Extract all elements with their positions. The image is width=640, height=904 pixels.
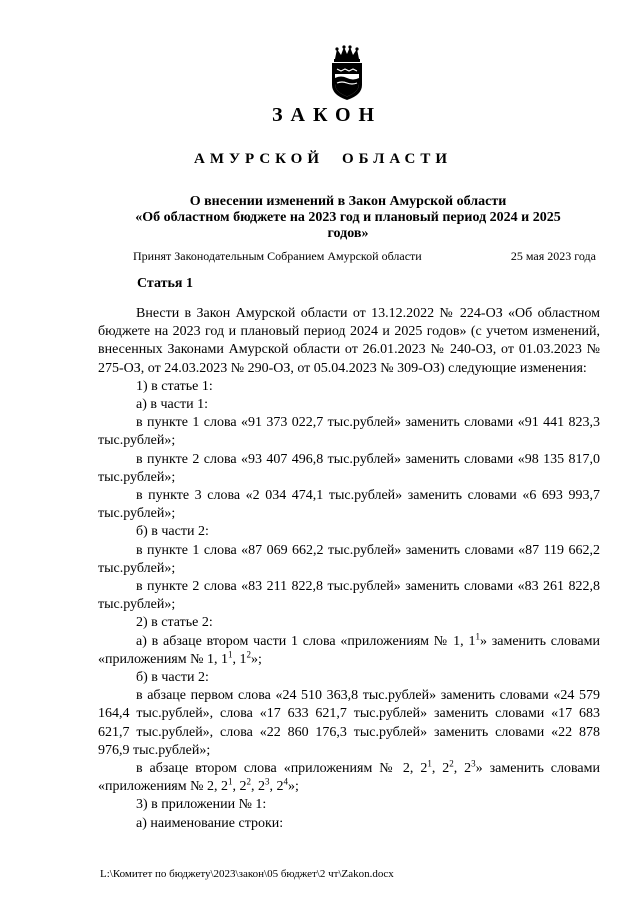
item-1b-point-1: в пункте 1 слова «87 069 662,2 тыс.рублей» заменить словами «87 119 662,2 тыс.рублей»; [98, 542, 600, 576]
heading-line-2: «Об областном бюджете на 2023 год и плановый период 2024 и 2025 [135, 210, 561, 225]
subtitle-word-1: АМУРСКОЙ [194, 151, 325, 167]
coat-of-arms-icon [327, 45, 367, 101]
item-1a-point-2: в пункте 2 слова «93 407 496,8 тыс.рублей» заменить словами «98 135 817,0 тыс.рублей»; [98, 451, 600, 485]
article-title: Статья 1 [137, 276, 193, 291]
subtitle-word-2: ОБЛАСТИ [342, 151, 452, 167]
heading-line-3: годов» [327, 226, 369, 241]
document-title: ЗАКОН [271, 104, 383, 126]
law-heading [100, 194, 596, 242]
item-1b: б) в части 2: [136, 524, 209, 540]
item-1b-point-2: в пункте 2 слова «83 211 822,8 тыс.рублей» заменить словами «83 261 822,8 тыс.рублей»; [98, 579, 600, 613]
item-1a: а) в части 1: [136, 397, 208, 413]
article-body [98, 305, 600, 833]
item-2: 2) в статье 2: [136, 615, 213, 631]
item-2b-paragraph-2: в абзаце втором слова «приложениям № 2, $2^1$, $2^2$, $2^3$» заменить словами «приложениям № 2, $2^1$, $2^2$, $2^3$, $2^4$»; [98, 758, 601, 795]
footer-file-path: L:\Комитет по бюджету\2023\закон\05 бюджет\2 чт\Zakon.docx [100, 868, 394, 880]
item-1: 1) в статье 1: [136, 378, 213, 394]
adoption-line [133, 249, 596, 264]
document-subtitle [0, 151, 640, 168]
item-1a-point-3: в пункте 3 слова «2 034 474,1 тыс.рублей» заменить словами «6 693 993,7 тыс.рублей»; [98, 488, 600, 522]
item-2a: а) в абзаце втором части 1 слова «приложениям № 1, $1^1$» заменить словами «приложениям № 1, $1^1$, $1^2$»; [98, 631, 600, 667]
item-2b-paragraph-1: в абзаце первом слова «24 510 363,8 тыс.рублей» заменить словами «24 579 164,4 тыс.рублей», слова «17 633 621,7 тыс.рублей» заменить словами «17 683 621,7 тыс.рублей», слова «22 860 176,3 тыс.рублей» заменить словами «22 878 976,9 тыс.рублей»; [98, 688, 600, 758]
adopted-by: Принят Законодательным Собранием Амурской области [133, 249, 422, 263]
item-1a-point-1: в пункте 1 слова «91 373 022,7 тыс.рублей» заменить словами «91 441 823,3 тыс.рублей»; [98, 415, 600, 449]
item-3a: а) наименование строки: [136, 815, 284, 831]
heading-line-1: О внесении изменений в Закон Амурской области [189, 194, 507, 209]
item-2b: б) в части 2: [136, 670, 209, 686]
item-3: 3) в приложении № 1: [136, 797, 267, 813]
intro-paragraph: Внести в Закон Амурской области от 13.12.2022 № 224-ОЗ «Об областном бюджете на 2023 год и плановый период 2024 и 2025 годов» (с учетом изменений, внесенных Законами Амурской области от 26.01.2023 № 240-ОЗ, от 01.03.2023 № 275-ОЗ, от 24.03.2023 № 290-ОЗ, от 05.04.2023 № 309-ОЗ) следующие изменения: [98, 306, 600, 376]
adopted-date: 25 мая 2023 года [510, 249, 596, 263]
